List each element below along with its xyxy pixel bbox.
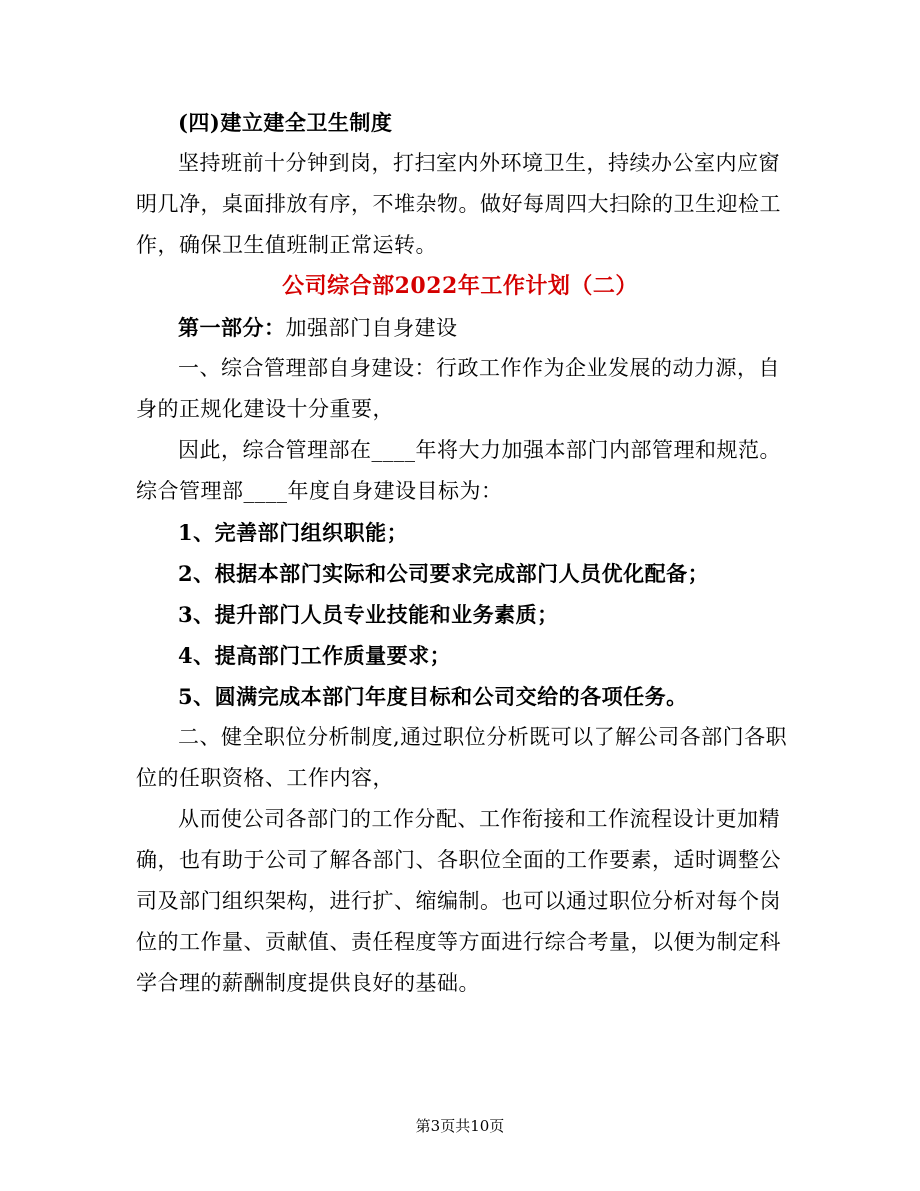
paragraph-line: 位的任职资格、工作内容，	[136, 766, 394, 790]
paragraph-line: 二、健全职位分析制度,通过职位分析既可以了解公司各部门各职	[178, 725, 788, 749]
goal-item: 1、完善部门组织职能；	[178, 520, 409, 545]
paragraph-line: 位的工作量、贡献值、责任程度等方面进行综合考量，以便为制定科	[136, 930, 781, 954]
part-text: 加强部门自身建设	[285, 316, 458, 340]
goal-item: 4、提高部门工作质量要求；	[178, 643, 452, 668]
goal-item: 5、圆满完成本部门年度目标和公司交给的各项任务。	[178, 684, 688, 709]
paragraph-line: 坚持班前十分钟到岗，打扫室内外环境卫生，持续办公室内应窗	[178, 151, 780, 175]
paragraph-line: 学合理的薪酬制度提供良好的基础。	[136, 971, 480, 995]
goal-item: 2、根据本部门实际和公司要求完成部门人员优化配备；	[178, 561, 710, 586]
paragraph-line: 一、综合管理部自身建设：行政工作作为企业发展的动力源，自	[178, 356, 780, 380]
part-heading	[136, 307, 784, 348]
plan-title: 公司综合部2022年工作计划（二）	[282, 273, 638, 299]
paragraph-line: 司及部门组织架构，进行扩、缩编制。也可以通过职位分析对每个岗	[136, 889, 781, 913]
paragraph-line: 确，也有助于公司了解各部门、各职位全面的工作要素，适时调整公	[136, 848, 781, 872]
paragraph-line: 综合管理部____年度自身建设目标为：	[136, 479, 503, 503]
goal-item: 3、提升部门人员专业技能和业务素质；	[178, 602, 559, 627]
paragraph-line: 身的正规化建设十分重要，	[136, 397, 394, 421]
paragraph-line: 因此，综合管理部在____年将大力加强本部门内部管理和规范。	[178, 438, 781, 462]
paragraph-line: 从而使公司各部门的工作分配、工作衔接和工作流程设计更加精	[178, 807, 780, 831]
paragraph-line: 作，确保卫生值班制正常运转。	[136, 233, 437, 257]
page-number: 第3页共10页	[415, 1117, 505, 1135]
paragraph-line: 明几净，桌面排放有序，不堆杂物。做好每周四大扫除的卫生迎检工	[136, 192, 781, 216]
section-heading: (四)建立建全卫生制度	[178, 110, 393, 135]
part-label: 第一部分：	[178, 315, 286, 340]
document-body	[136, 102, 788, 1004]
